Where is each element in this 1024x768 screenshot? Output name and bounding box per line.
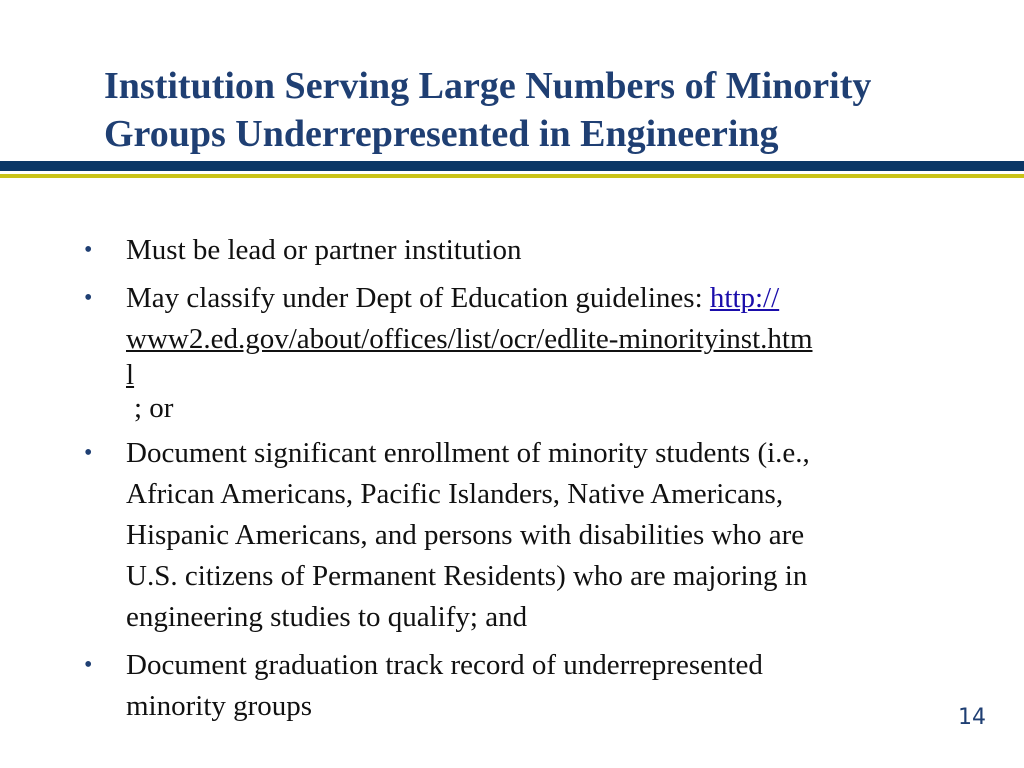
guidelines-link-part-1[interactable]: http:// [709, 282, 780, 314]
bullet-icon: • [84, 237, 93, 263]
bullet-item [84, 278, 964, 426]
bullet-text-line [126, 278, 964, 319]
title-divider-blue [0, 161, 1024, 171]
bullet-text-line: U.S. citizens of Permanent Residents) who are majoring in [126, 560, 808, 592]
page-number: 14 [958, 705, 986, 730]
bullet-text-line: minority groups [126, 690, 313, 722]
bullet-text-line: Document graduation track record of underrepresented [126, 649, 763, 681]
bullet-list [84, 230, 964, 734]
title-divider-yellow [0, 174, 1024, 178]
bullet-text-line: engineering studies to qualify; and [126, 601, 528, 633]
bullet-item [84, 645, 964, 727]
bullet-icon: • [84, 285, 93, 311]
slide-title-line-1: Institution Serving Large Numbers of Minority [104, 65, 872, 107]
guidelines-link-part-3[interactable]: l [126, 359, 135, 391]
guidelines-link-part-2[interactable]: www2.ed.gov/about/offices/list/ocr/edlite-minorityinst.htm [126, 323, 813, 355]
bullet-icon: • [84, 652, 93, 678]
bullet-icon: • [84, 440, 93, 466]
bullet-text-line: Document significant enrollment of minority students (i.e., [126, 437, 810, 469]
bullet-text-prefix: May classify under Dept of Education guidelines: [126, 282, 710, 314]
bullet-item [84, 230, 964, 271]
slide-title-line-2: Groups Underrepresented in Engineering [104, 113, 779, 155]
slide-title [104, 62, 1004, 158]
bullet-text-line: Hispanic Americans, and persons with disabilities who are [126, 519, 805, 551]
bullet-text: Must be lead or partner institution [126, 234, 522, 266]
bullet-text-line: African Americans, Pacific Islanders, Native Americans, [126, 478, 784, 510]
bullet-item [84, 433, 964, 638]
bullet-text-suffix: ; or [134, 392, 174, 424]
